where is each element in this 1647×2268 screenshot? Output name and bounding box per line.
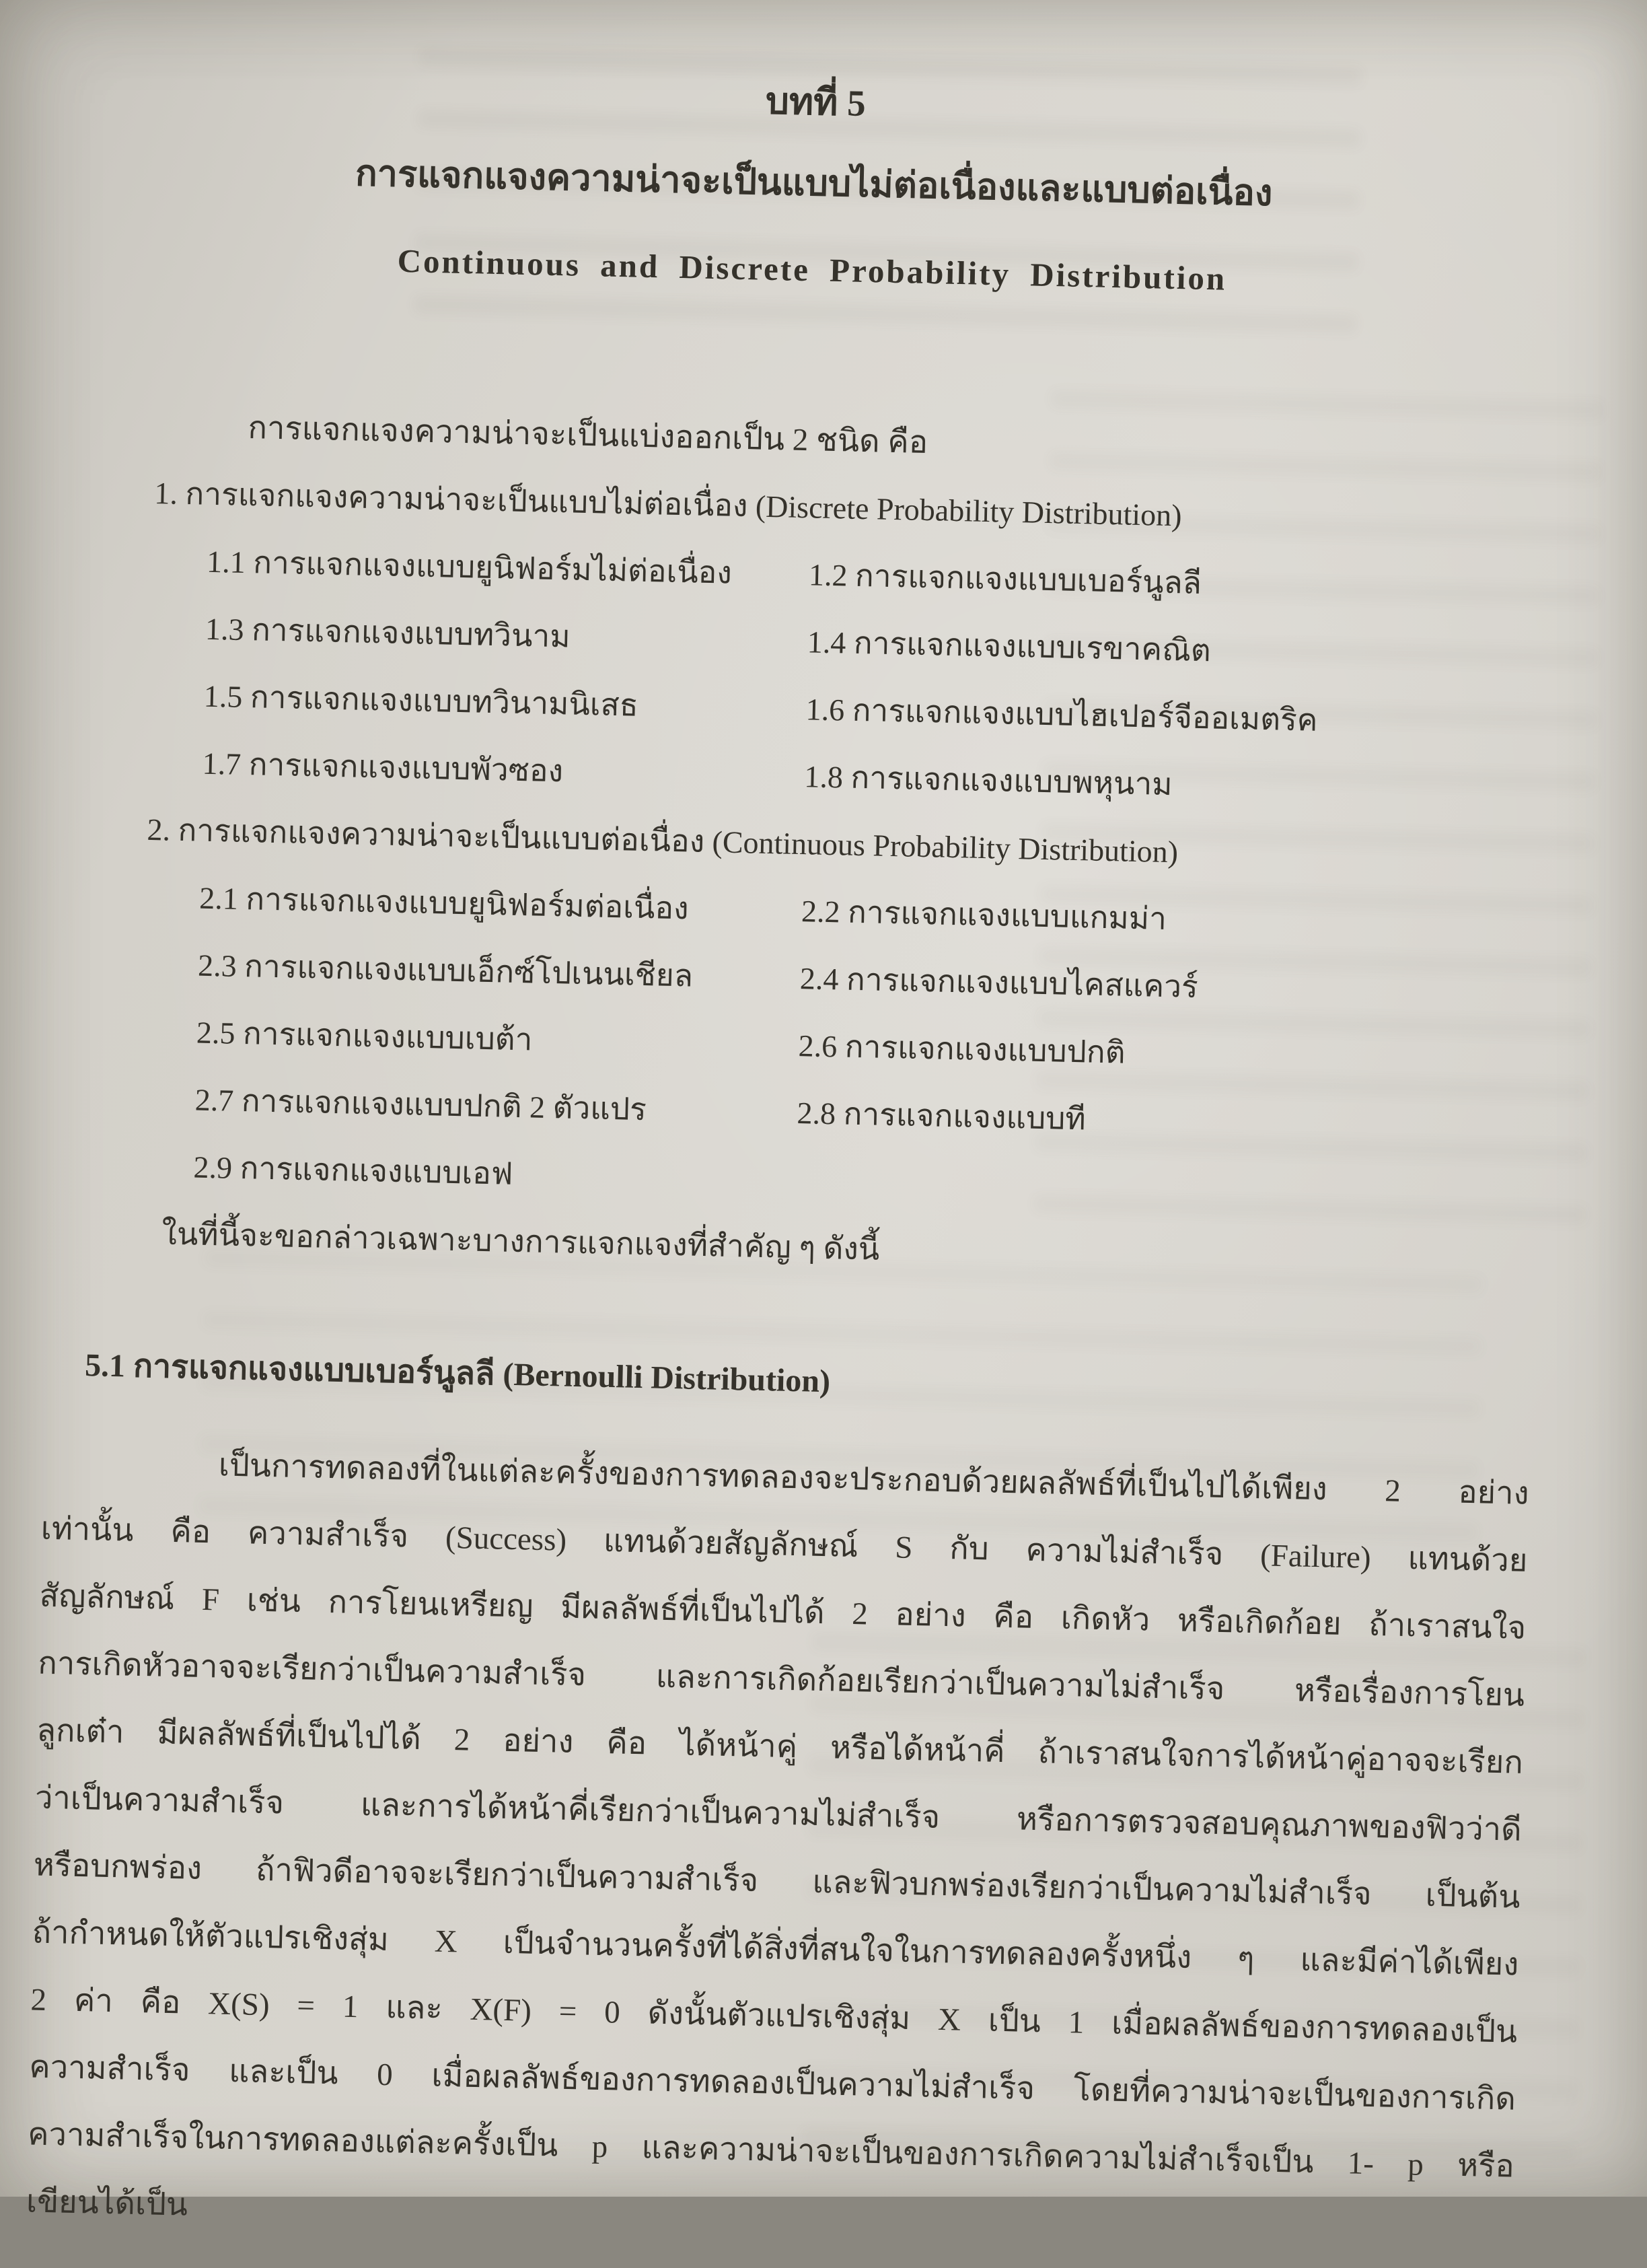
paragraph-line: เขียนได้เป็น [26,2184,188,2223]
outline-item: 1.3 การแจกแจงแบบทวินาม [205,611,571,654]
outline-item: 2.2 การแจกแจงแบบแกมม่า [801,894,1167,936]
outline-item: 2.4 การแจกแจงแบบไคสแควร์ [799,961,1199,1005]
outline-item: 1.8 การแจกแจงแบบพหุนาม [803,759,1173,802]
outline-item: 2.6 การแจกแจงแบบปกติ [798,1028,1126,1070]
section-5-1-heading: 5.1 การแจกแจงแบบเบอร์นูลลี (Bernoulli Distribution) [84,1347,831,1400]
outline-item: 2.1 การแจกแจงแบบยูนิฟอร์มต่อเนื่อง [198,880,690,926]
paragraph-line: ความสำเร็จในการทดลองแต่ละครั้งเป็น p และความน่าจะเป็นของการเกิดความไม่สำเร็จเป็น 1- p หรือ [27,2117,1515,2185]
distribution-outline [48,458,1551,1230]
paragraph-line: 2 ค่า คือ X(S) = 1 และ X(F) = 0 ดังนั้นตัวแปรเชิงสุ่ม X เป็น 1 เมื่อผลลัพธ์ของการทดลองเป็น [30,1982,1518,2050]
paragraph-line: การเกิดหัวอาจจะเรียกว่าเป็นความสำเร็จ และการเกิดก้อยเรียกว่าเป็นความไม่สำเร็จ หรือเรื่องการโยน [37,1645,1525,1713]
outline-heading: 2. การแจกแจงความน่าจะเป็นแบบต่อเนื่อง (Continuous Probability Distribution) [146,812,1179,870]
outline-item: 1.4 การแจกแจงแบบเรขาคณิต [807,625,1212,668]
paragraph-line: ความสำเร็จ และเป็น 0 เมื่อผลลัพธ์ของการทดลองเป็นความไม่สำเร็จ โดยที่ความน่าจะเป็นของการเกิด [28,2049,1516,2117]
chapter-label: บทที่ 5 [765,80,867,124]
paragraph-line: หรือบกพร่อง ถ้าฟิวดีอาจจะเรียกว่าเป็นความสำเร็จ และฟิวบกพร่องเรียกว่าเป็นความไม่สำเร็จ เป็นต้น [33,1847,1521,1915]
paragraph-line: สัญลักษณ์ F เช่น การโยนเหรียญ มีผลลัพธ์ที่เป็นไปได้ 2 อย่าง คือ เกิดหัว หรือเกิดก้อย ถ้าเราสนใจ [39,1578,1527,1646]
outline-item: 1.5 การแจกแจงแบบทวินามนิเสธ [203,678,639,723]
chapter-title-thai: การแจกแจงความน่าจะเป็นแบบไม่ต่อเนื่องและแบบต่อเนื่อง [355,153,1274,214]
outline-item: 2.9 การแจกแจงแบบเอฟ [193,1149,513,1191]
outline-item: 2.7 การแจกแจงแบบปกติ 2 ตัวแปร [194,1082,647,1127]
paragraph-line: เท่านั้น คือ ความสำเร็จ (Success) แทนด้วยสัญลักษณ์ S กับ ความไม่สำเร็จ (Failure) แทนด้วย [40,1511,1528,1579]
paragraph-line: ว่าเป็นความสำเร็จ และการได้หน้าคี่เรียกว่าเป็นความไม่สำเร็จ หรือการตรวจสอบคุณภาพของฟิวว่าดี [34,1780,1523,1848]
page-content [26,0,1561,2268]
outline-item: 2.5 การแจกแจงแบบเบต้า [196,1015,533,1057]
outline-item: 1.7 การแจกแจงแบบพัวซอง [202,746,564,789]
outline-heading: 1. การแจกแจงความน่าจะเป็นแบบไม่ต่อเนื่อง (Discrete Probability Distribution) [153,476,1183,533]
closing-line: ในที่นี้จะขอกล่าวเฉพาะบางการแจกแจงที่สำคัญ ๆ ดังนี้ [161,1216,880,1267]
outline-item: 1.2 การแจกแจงแบบเบอร์นูลลี [808,557,1202,600]
chapter-title-english: Continuous and Discrete Probability Distribution [397,242,1227,297]
bernoulli-paragraph [26,1428,1530,2268]
paragraph-line: เป็นการทดลองที่ในแต่ละครั้งของการทดลองจะประกอบด้วยผลลัพธ์ที่เป็นไปได้เพียง 2 อย่าง [218,1448,1530,1512]
outline-item: 1.1 การแจกแจงแบบยูนิฟอร์มไม่ต่อเนื่อง [206,544,733,590]
outline-item: 2.8 การแจกแจงแบบที [797,1096,1087,1137]
intro-line: การแจกแจงความน่าจะเป็นแบ่งออกเป็น 2 ชนิด คือ [248,411,928,461]
paragraph-line: ลูกเต๋า มีผลลัพธ์ที่เป็นไปได้ 2 อย่าง คือ ได้หน้าคู่ หรือได้หน้าคี่ ถ้าเราสนใจการได้หน้าคู่อาจจะเรียก [36,1713,1524,1781]
paragraph-line: ถ้ากำหนดให้ตัวแปรเชิงสุ่ม X เป็นจำนวนครั้งที่ได้สิ่งที่สนใจในการทดลองครั้งหนึ่ง ๆ และมีค่าได้เพียง [32,1915,1519,1983]
outline-item: 2.3 การแจกแจงแบบเอ็กซ์โปเนนเชียล [197,948,694,993]
outline-item: 1.6 การแจกแจงแบบไฮเปอร์จีออเมตริค [805,692,1319,738]
